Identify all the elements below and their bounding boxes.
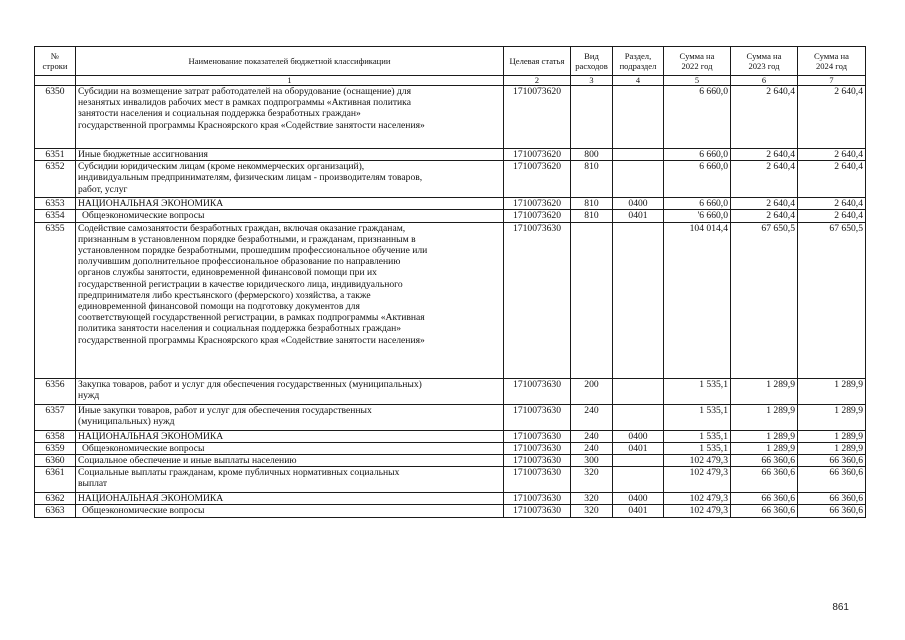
sum-2024: 66 360,6 bbox=[798, 505, 866, 517]
table-row bbox=[35, 467, 866, 493]
table-row bbox=[35, 210, 866, 222]
table-row bbox=[35, 505, 866, 517]
expense-type: 200 bbox=[571, 378, 613, 404]
target-article: 1710073620 bbox=[504, 161, 571, 198]
table-row bbox=[35, 442, 866, 454]
sum-2024: 2 640,4 bbox=[798, 210, 866, 222]
target-article: 1710073620 bbox=[504, 86, 571, 149]
row-number: 6362 bbox=[35, 493, 76, 505]
indicator-name: НАЦИОНАЛЬНАЯ ЭКОНОМИКА bbox=[76, 430, 504, 442]
row-number: 6352 bbox=[35, 161, 76, 198]
section-code bbox=[613, 467, 664, 493]
target-article: 1710073630 bbox=[504, 455, 571, 467]
sum-2022: 102 479,3 bbox=[664, 455, 731, 467]
section-code: 0400 bbox=[613, 493, 664, 505]
section-code: 0401 bbox=[613, 505, 664, 517]
section-code bbox=[613, 455, 664, 467]
sum-2024: 1 289,9 bbox=[798, 430, 866, 442]
expense-type: 810 bbox=[571, 210, 613, 222]
table-row bbox=[35, 493, 866, 505]
sum-2023: 66 360,6 bbox=[731, 467, 798, 493]
header-sum-2023: Сумма на 2023 год bbox=[731, 47, 798, 76]
header-row-number: № строки bbox=[35, 47, 76, 76]
column-number: 7 bbox=[798, 76, 866, 86]
sum-2023: 66 360,6 bbox=[731, 505, 798, 517]
sum-2023: 2 640,4 bbox=[731, 210, 798, 222]
sum-2023: 66 360,6 bbox=[731, 493, 798, 505]
expense-type bbox=[571, 86, 613, 149]
row-number: 6361 bbox=[35, 467, 76, 493]
row-number: 6351 bbox=[35, 149, 76, 161]
section-code bbox=[613, 86, 664, 149]
sum-2023: 1 289,9 bbox=[731, 430, 798, 442]
indicator-name: Социальные выплаты гражданам, кроме публичных нормативных социальных выплат bbox=[76, 467, 504, 493]
table-row bbox=[35, 430, 866, 442]
table-row bbox=[35, 378, 866, 404]
indicator-name: Содействие самозанятости безработных граждан, включая оказание гражданам, признанным в установленном порядке безработными, и гражданам, признанным в установленном порядке безработными, прошедшим профессиональное обучение или получившим дополнительное профессиональное образование по направлению органов службы занятости, единовременной финансовой помощи при их государственной регистрации в качестве юридического лица, индивидуального предпринимателя либо крестьянского (фермерского) хозяйства, а также единовременной финансовой помощи на подготовку документов для соответствующей государственной регистрации, в рамках подпрограммы «Активная политика занятости населения и социальная поддержка безработных граждан» государственной программы Красноярского края «Содействие занятости населения» bbox=[76, 222, 504, 378]
expense-type bbox=[571, 222, 613, 378]
sum-2024: 2 640,4 bbox=[798, 86, 866, 149]
sum-2024: 1 289,9 bbox=[798, 404, 866, 430]
target-article: 1710073620 bbox=[504, 210, 571, 222]
header-sum-2024: Сумма на 2024 год bbox=[798, 47, 866, 76]
expense-type: 240 bbox=[571, 442, 613, 454]
sum-2022: 6 660,0 bbox=[664, 149, 731, 161]
sum-2022: 1 535,1 bbox=[664, 430, 731, 442]
sum-2023: 2 640,4 bbox=[731, 86, 798, 149]
indicator-name: Социальное обеспечение и иные выплаты населению bbox=[76, 455, 504, 467]
indicator-name: НАЦИОНАЛЬНАЯ ЭКОНОМИКА bbox=[76, 198, 504, 210]
column-number: 6 bbox=[731, 76, 798, 86]
table-row bbox=[35, 86, 866, 149]
row-number: 6354 bbox=[35, 210, 76, 222]
header-expense-type: Вид расходов bbox=[571, 47, 613, 76]
row-number: 6353 bbox=[35, 198, 76, 210]
sum-2024: 2 640,4 bbox=[798, 198, 866, 210]
column-number: 3 bbox=[571, 76, 613, 86]
table-row bbox=[35, 198, 866, 210]
target-article: 1710073620 bbox=[504, 149, 571, 161]
row-number: 6358 bbox=[35, 430, 76, 442]
expense-type: 800 bbox=[571, 149, 613, 161]
expense-type: 320 bbox=[571, 505, 613, 517]
target-article: 1710073630 bbox=[504, 493, 571, 505]
row-number: 6350 bbox=[35, 86, 76, 149]
section-code: 0400 bbox=[613, 430, 664, 442]
sum-2023: 2 640,4 bbox=[731, 161, 798, 198]
target-article: 1710073630 bbox=[504, 505, 571, 517]
sum-2024: 66 360,6 bbox=[798, 493, 866, 505]
sum-2022: 102 479,3 bbox=[664, 505, 731, 517]
sum-2022: 1 535,1 bbox=[664, 378, 731, 404]
expense-type: 300 bbox=[571, 455, 613, 467]
sum-2022: 1 535,1 bbox=[664, 442, 731, 454]
section-code: 0401 bbox=[613, 210, 664, 222]
sum-2022: 6 660,0 bbox=[664, 198, 731, 210]
expense-type: 320 bbox=[571, 493, 613, 505]
column-number: 1 bbox=[76, 76, 504, 86]
sum-2024: 67 650,5 bbox=[798, 222, 866, 378]
section-code: 0401 bbox=[613, 442, 664, 454]
sum-2023: 66 360,6 bbox=[731, 455, 798, 467]
section-code bbox=[613, 378, 664, 404]
table-row bbox=[35, 161, 866, 198]
table-row bbox=[35, 222, 866, 378]
sum-2022: 6 660,0 bbox=[664, 86, 731, 149]
sum-2022: 1 535,1 bbox=[664, 404, 731, 430]
section-code bbox=[613, 222, 664, 378]
expense-type: 240 bbox=[571, 430, 613, 442]
header-sum-2022: Сумма на 2022 год bbox=[664, 47, 731, 76]
column-number: 4 bbox=[613, 76, 664, 86]
sum-2024: 2 640,4 bbox=[798, 149, 866, 161]
target-article: 1710073630 bbox=[504, 442, 571, 454]
target-article: 1710073620 bbox=[504, 198, 571, 210]
indicator-name: Иные закупки товаров, работ и услуг для обеспечения государственных (муниципальных) нужд bbox=[76, 404, 504, 430]
sum-2023: 1 289,9 bbox=[731, 442, 798, 454]
row-number: 6360 bbox=[35, 455, 76, 467]
section-code bbox=[613, 149, 664, 161]
indicator-name: Общеэкономические вопросы bbox=[76, 505, 504, 517]
sum-2023: 2 640,4 bbox=[731, 149, 798, 161]
header-indicator-name: Наименование показателей бюджетной классификации bbox=[76, 47, 504, 76]
indicator-name: Субсидии на возмещение затрат работодателей на оборудование (оснащение) для незанятых инвалидов рабочих мест в рамках подпрограммы «Активная политика занятости населения и социальная поддержка безработных граждан» государственной программы Красноярского края «Содействие занятости населения» bbox=[76, 86, 504, 149]
column-number-row bbox=[35, 76, 866, 86]
section-code bbox=[613, 404, 664, 430]
header-section: Раздел, подраздел bbox=[613, 47, 664, 76]
sum-2024: 1 289,9 bbox=[798, 442, 866, 454]
indicator-name: Закупка товаров, работ и услуг для обеспечения государственных (муниципальных) нужд bbox=[76, 378, 504, 404]
table-row bbox=[35, 149, 866, 161]
sum-2024: 66 360,6 bbox=[798, 467, 866, 493]
column-number: 2 bbox=[504, 76, 571, 86]
sum-2023: 2 640,4 bbox=[731, 198, 798, 210]
sum-2023: 1 289,9 bbox=[731, 404, 798, 430]
sum-2024: 2 640,4 bbox=[798, 161, 866, 198]
sum-2022: 6 660,0 bbox=[664, 161, 731, 198]
page-number: 861 bbox=[832, 602, 849, 613]
section-code bbox=[613, 161, 664, 198]
indicator-name: Общеэкономические вопросы bbox=[76, 442, 504, 454]
section-code: 0400 bbox=[613, 198, 664, 210]
target-article: 1710073630 bbox=[504, 404, 571, 430]
expense-type: 320 bbox=[571, 467, 613, 493]
sum-2024: 1 289,9 bbox=[798, 378, 866, 404]
sum-2023: 67 650,5 bbox=[731, 222, 798, 378]
row-number: 6357 bbox=[35, 404, 76, 430]
table-row bbox=[35, 404, 866, 430]
budget-classification-table bbox=[34, 46, 866, 518]
row-number: 6356 bbox=[35, 378, 76, 404]
table-row bbox=[35, 455, 866, 467]
indicator-name: Иные бюджетные ассигнования bbox=[76, 149, 504, 161]
row-number: 6363 bbox=[35, 505, 76, 517]
sum-2022: 102 479,3 bbox=[664, 493, 731, 505]
column-number bbox=[35, 76, 76, 86]
target-article: 1710073630 bbox=[504, 378, 571, 404]
indicator-name: НАЦИОНАЛЬНАЯ ЭКОНОМИКА bbox=[76, 493, 504, 505]
target-article: 1710073630 bbox=[504, 222, 571, 378]
sum-2022: 102 479,3 bbox=[664, 467, 731, 493]
sum-2022: '6 660,0 bbox=[664, 210, 731, 222]
expense-type: 240 bbox=[571, 404, 613, 430]
sum-2023: 1 289,9 bbox=[731, 378, 798, 404]
sum-2024: 66 360,6 bbox=[798, 455, 866, 467]
row-number: 6359 bbox=[35, 442, 76, 454]
target-article: 1710073630 bbox=[504, 467, 571, 493]
indicator-name: Субсидии юридическим лицам (кроме некоммерческих организаций), индивидуальным предпринимателям, физическим лицам - производителям товаров, работ, услуг bbox=[76, 161, 504, 198]
target-article: 1710073630 bbox=[504, 430, 571, 442]
column-number: 5 bbox=[664, 76, 731, 86]
row-number: 6355 bbox=[35, 222, 76, 378]
header-target-article: Целевая статья bbox=[504, 47, 571, 76]
sum-2022: 104 014,4 bbox=[664, 222, 731, 378]
indicator-name: Общеэкономические вопросы bbox=[76, 210, 504, 222]
expense-type: 810 bbox=[571, 198, 613, 210]
expense-type: 810 bbox=[571, 161, 613, 198]
table-header-row bbox=[35, 47, 866, 76]
